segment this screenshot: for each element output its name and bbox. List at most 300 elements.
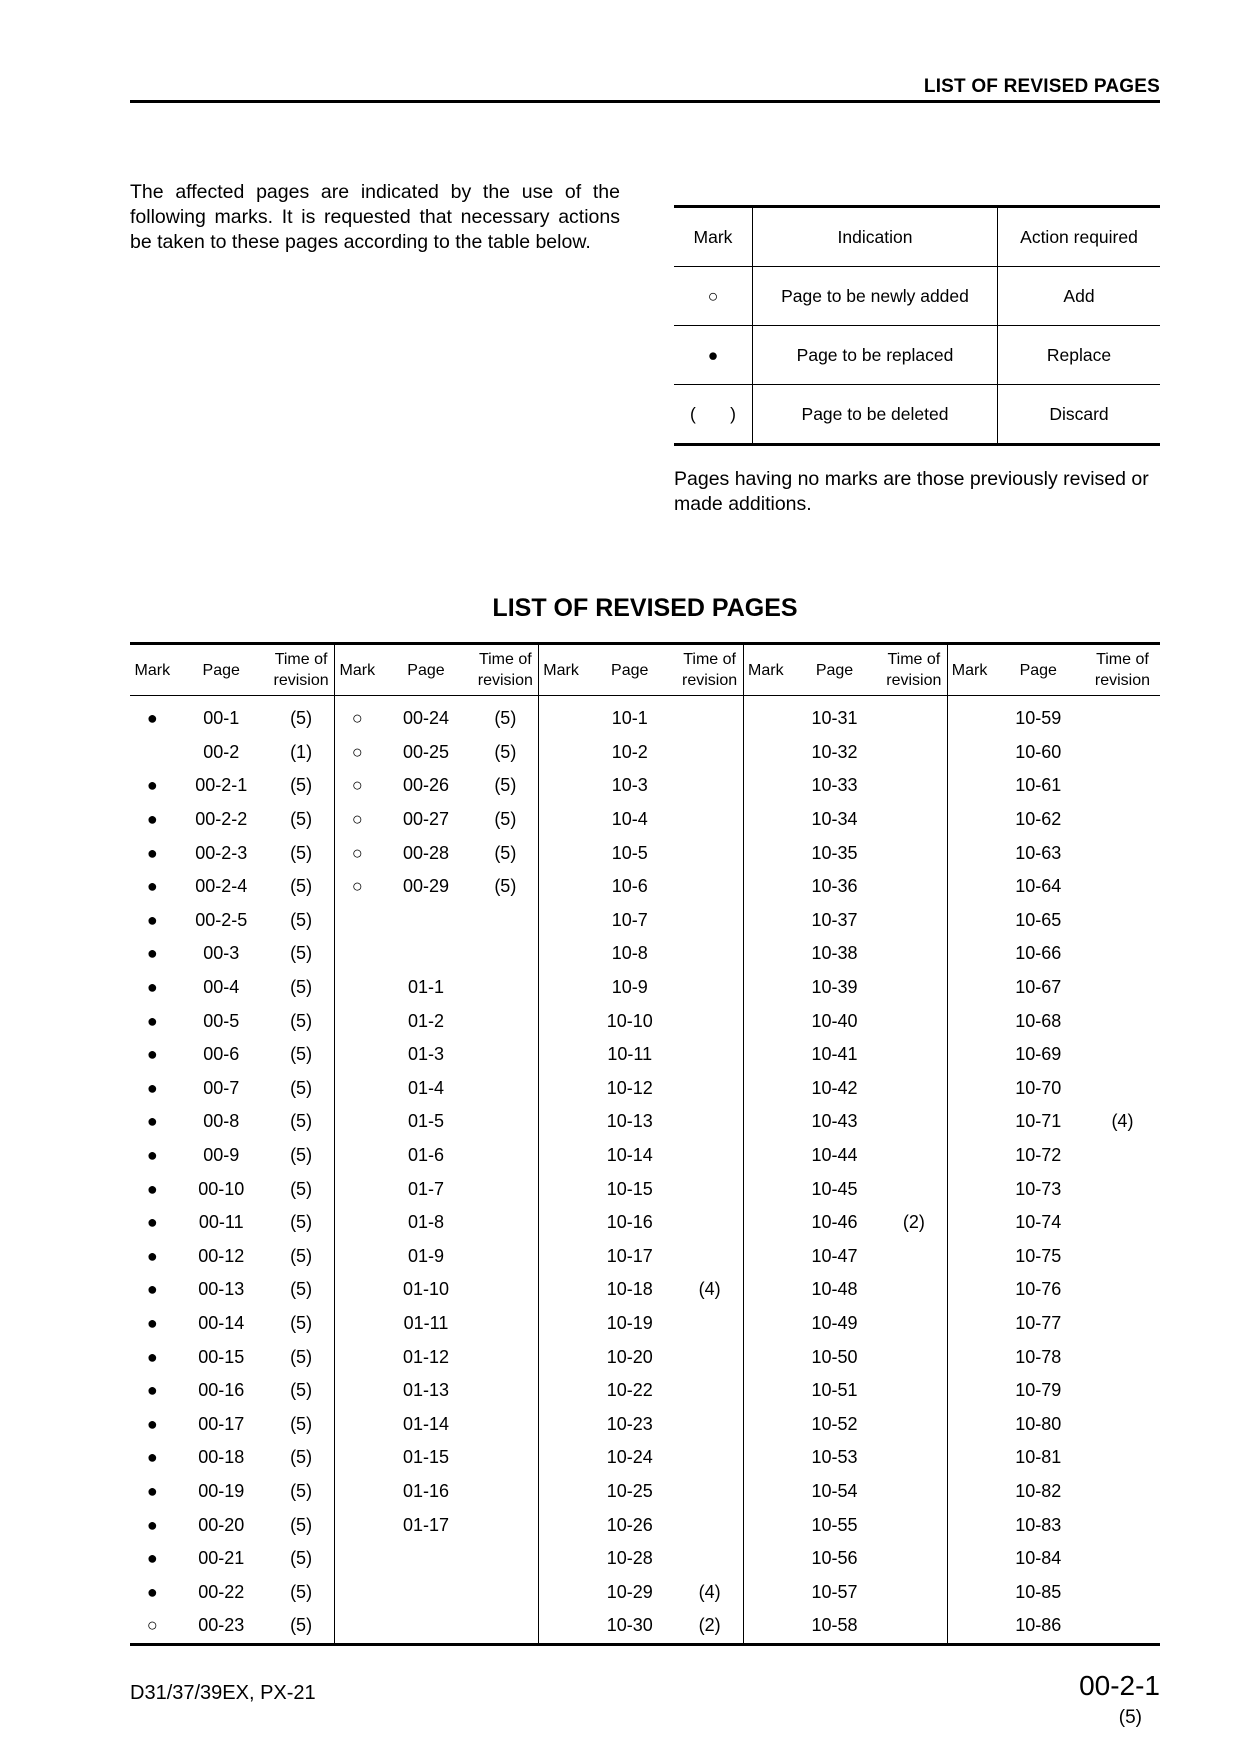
page-cell: 10-58 xyxy=(811,1615,858,1636)
mark-cell xyxy=(335,1004,380,1038)
mark-cell xyxy=(947,870,992,904)
page-cell: 01-6 xyxy=(407,1145,444,1166)
table-row xyxy=(130,1273,1160,1307)
revision-cell xyxy=(1085,1575,1160,1609)
page-cell: 10-23 xyxy=(606,1413,653,1434)
revision-cell xyxy=(881,1273,947,1307)
page-cell: 10-7 xyxy=(611,909,648,930)
revision-cell xyxy=(1085,736,1160,770)
page-cell: 10-55 xyxy=(811,1514,858,1535)
mark-cell xyxy=(947,769,992,803)
page-cell: 00-2-1 xyxy=(195,775,248,796)
revision-cell: (5) xyxy=(494,809,517,830)
page-cell: 10-59 xyxy=(1015,708,1062,729)
footer-model: D31/37/39EX, PX-21 xyxy=(130,1682,316,1704)
mark-cell xyxy=(947,1441,992,1475)
revision-cell xyxy=(881,1542,947,1576)
page-cell: 10-13 xyxy=(606,1111,653,1132)
mark-cell xyxy=(743,1273,788,1307)
header-title: LIST OF REVISED PAGES xyxy=(923,76,1160,97)
revision-cell xyxy=(676,803,743,837)
revision-cell xyxy=(1085,1542,1160,1576)
revision-cell xyxy=(676,1542,743,1576)
page-cell: 10-36 xyxy=(811,876,858,897)
mark-cell xyxy=(335,971,380,1005)
page-cell: 10-16 xyxy=(606,1212,653,1233)
table-row xyxy=(130,1172,1160,1206)
mark-cell xyxy=(539,1105,584,1139)
legend-action: Add xyxy=(1063,285,1095,306)
page-cell: 10-52 xyxy=(811,1413,858,1434)
page-cell: 01-14 xyxy=(402,1413,450,1434)
revision-cell: (5) xyxy=(290,1548,313,1569)
revision-cell xyxy=(1085,870,1160,904)
page-cell: 01-2 xyxy=(407,1010,444,1031)
revision-cell: (5) xyxy=(494,741,517,762)
revision-cell xyxy=(473,1004,539,1038)
header-page: Page xyxy=(1019,661,1057,679)
mark-cell xyxy=(539,1206,584,1240)
table-row xyxy=(130,1340,1160,1374)
mark-cell xyxy=(947,1273,992,1307)
mark-cell xyxy=(335,1475,380,1509)
table-row xyxy=(130,1206,1160,1240)
revision-cell xyxy=(1085,937,1160,971)
header-page: Page xyxy=(407,661,445,679)
revision-cell: (5) xyxy=(290,876,313,897)
legend-indication: Page to be deleted xyxy=(753,385,998,445)
revision-cell: (5) xyxy=(290,1581,313,1602)
revision-cell: (4) xyxy=(698,1581,721,1602)
revision-cell: (5) xyxy=(494,876,517,897)
revision-cell xyxy=(473,1139,539,1173)
filled-circle-icon: ● xyxy=(146,977,158,998)
header-time-line1: Time of xyxy=(274,651,328,668)
table-row xyxy=(130,1609,1160,1644)
revision-cell xyxy=(473,1307,539,1341)
mark-cell xyxy=(743,1609,788,1644)
page-cell: 10-86 xyxy=(1015,1615,1062,1636)
mark-cell xyxy=(335,1240,380,1274)
header-time-line2: revision xyxy=(886,672,942,689)
revision-cell xyxy=(881,937,947,971)
page-cell: 00-21 xyxy=(198,1548,245,1569)
revision-cell: (5) xyxy=(290,1380,313,1401)
page-cell: 01-4 xyxy=(407,1077,444,1098)
page-cell: 10-5 xyxy=(611,842,648,863)
revision-cell xyxy=(473,1575,539,1609)
page-cell: 10-61 xyxy=(1015,775,1062,796)
header-time-line1: Time of xyxy=(1096,651,1149,668)
page-cell: 10-57 xyxy=(811,1581,858,1602)
mark-cell xyxy=(539,1273,584,1307)
page-cell: 10-42 xyxy=(811,1077,858,1098)
revision-cell xyxy=(473,1508,539,1542)
page-cell: 10-77 xyxy=(1015,1312,1062,1333)
page-cell: 10-75 xyxy=(1015,1245,1062,1266)
filled-circle-icon: ● xyxy=(146,1581,158,1602)
page-cell: 10-32 xyxy=(811,741,858,762)
mark-cell xyxy=(743,1038,788,1072)
legend-header-row xyxy=(674,207,1160,267)
revision-cell: (5) xyxy=(290,909,313,930)
filled-circle-icon: ● xyxy=(146,1380,158,1401)
revision-cell: (4) xyxy=(698,1279,721,1300)
table-row xyxy=(130,971,1160,1005)
page-cell: 10-53 xyxy=(811,1447,858,1468)
page-cell: 10-74 xyxy=(1015,1212,1062,1233)
header-mark: Mark xyxy=(539,644,584,696)
mark-cell xyxy=(539,696,584,736)
revision-cell xyxy=(473,1038,539,1072)
mark-cell xyxy=(947,1407,992,1441)
mark-cell xyxy=(743,836,788,870)
mark-cell xyxy=(539,1542,584,1576)
mark-cell xyxy=(947,1072,992,1106)
paren-close: ) xyxy=(730,403,736,424)
page-cell: 00-18 xyxy=(198,1447,245,1468)
mark-cell xyxy=(335,1072,380,1106)
mark-cell xyxy=(947,1206,992,1240)
page-cell: 00-29 xyxy=(402,876,450,897)
page-cell: 10-15 xyxy=(606,1178,653,1199)
page-cell xyxy=(379,1609,472,1644)
filled-circle-icon: ● xyxy=(146,775,158,796)
revision-cell xyxy=(676,971,743,1005)
page-cell: 10-28 xyxy=(606,1548,653,1569)
revision-cell xyxy=(881,1374,947,1408)
revision-cell xyxy=(881,870,947,904)
page-cell: 10-35 xyxy=(811,842,858,863)
header-page: Page xyxy=(202,661,240,679)
revision-cell xyxy=(676,904,743,938)
legend-action: Discard xyxy=(1049,403,1109,424)
page-cell: 10-43 xyxy=(811,1111,858,1132)
filled-circle-icon: ● xyxy=(146,1178,158,1199)
page-cell: 10-14 xyxy=(606,1145,653,1166)
revision-cell xyxy=(1085,1172,1160,1206)
page-cell: 10-4 xyxy=(611,809,648,830)
mark-cell xyxy=(947,1575,992,1609)
revision-cell xyxy=(1085,1340,1160,1374)
page-cell: 10-24 xyxy=(606,1447,653,1468)
page-cell: 10-46 xyxy=(811,1212,858,1233)
table-row xyxy=(130,870,1160,904)
legend-header-action: Action required xyxy=(1020,226,1138,247)
page-cell: 10-39 xyxy=(811,977,858,998)
mark-cell xyxy=(539,1508,584,1542)
page-cell: 00-12 xyxy=(198,1245,245,1266)
revision-cell xyxy=(1085,1240,1160,1274)
table-row xyxy=(130,904,1160,938)
legend-indication: Page to be replaced xyxy=(753,326,998,385)
revision-cell xyxy=(676,836,743,870)
revision-cell: (5) xyxy=(290,1044,313,1065)
revision-cell: (5) xyxy=(290,1111,313,1132)
revision-cell xyxy=(676,769,743,803)
page-cell: 00-2-5 xyxy=(195,909,248,930)
footer-revision: (5) xyxy=(1118,1707,1142,1728)
open-circle-icon: ○ xyxy=(146,1615,158,1636)
mark-cell xyxy=(743,1139,788,1173)
legend-action: Replace xyxy=(1046,344,1112,365)
open-circle-icon: ○ xyxy=(335,803,380,837)
page-cell: 00-2 xyxy=(203,741,240,762)
page-cell: 10-34 xyxy=(811,809,858,830)
revision-cell: (5) xyxy=(290,708,313,729)
page-cell: 00-2-3 xyxy=(195,842,248,863)
revision-cell xyxy=(473,1407,539,1441)
revision-cell xyxy=(881,1038,947,1072)
mark-cell xyxy=(743,1072,788,1106)
revision-cell: (5) xyxy=(290,1077,313,1098)
mark-cell xyxy=(947,1475,992,1509)
mark-cell xyxy=(743,1374,788,1408)
revision-cell xyxy=(676,1105,743,1139)
page-cell: 10-78 xyxy=(1015,1346,1062,1367)
mark-cell xyxy=(539,1072,584,1106)
revision-cell xyxy=(676,736,743,770)
mark-cell xyxy=(743,1004,788,1038)
header-time-line1: Time of xyxy=(887,651,941,668)
table-row xyxy=(130,1407,1160,1441)
table-row xyxy=(130,937,1160,971)
mark-cell xyxy=(743,1508,788,1542)
page-cell: 10-31 xyxy=(811,708,858,729)
page-cell: 01-1 xyxy=(407,977,444,998)
mark-cell xyxy=(743,1340,788,1374)
page-cell: 10-29 xyxy=(606,1581,653,1602)
revision-cell: (5) xyxy=(290,1245,313,1266)
table-row xyxy=(130,1072,1160,1106)
revision-cell xyxy=(1085,1004,1160,1038)
revision-cell: (5) xyxy=(290,1212,313,1233)
page-cell: 00-5 xyxy=(203,1010,240,1031)
mark-cell xyxy=(335,1374,380,1408)
header-mark: Mark xyxy=(947,644,992,696)
revision-cell xyxy=(1085,1441,1160,1475)
revision-cell xyxy=(676,937,743,971)
revision-cell xyxy=(881,1105,947,1139)
intro-text: The affected pages are indicated by the use of the following marks. It is requested that necessary actions be taken to these pages according to the table below. xyxy=(130,181,620,253)
revision-cell xyxy=(676,1374,743,1408)
revision-cell xyxy=(1085,1072,1160,1106)
header-mark: Mark xyxy=(335,644,380,696)
mark-cell xyxy=(335,937,380,971)
revision-cell xyxy=(881,1240,947,1274)
page-cell: 01-17 xyxy=(402,1514,450,1535)
revision-cell xyxy=(676,1475,743,1509)
mark-cell xyxy=(539,1575,584,1609)
revision-cell xyxy=(473,1072,539,1106)
page-cell: 10-3 xyxy=(611,775,648,796)
mark-cell xyxy=(947,904,992,938)
mark-cell xyxy=(335,1038,380,1072)
revision-cell xyxy=(881,736,947,770)
header-time-of-revision xyxy=(676,644,743,696)
mark-cell xyxy=(743,1105,788,1139)
revision-cell xyxy=(1085,696,1160,736)
page-cell: 10-68 xyxy=(1015,1010,1062,1031)
revision-cell xyxy=(473,1542,539,1576)
page-cell: 10-1 xyxy=(611,708,648,729)
table-row xyxy=(130,769,1160,803)
revision-cell xyxy=(676,1407,743,1441)
mark-cell xyxy=(335,1172,380,1206)
table-header-row xyxy=(130,644,1160,696)
revision-cell: (5) xyxy=(290,1346,313,1367)
page-cell: 10-51 xyxy=(811,1380,858,1401)
revision-cell xyxy=(473,1105,539,1139)
mark-cell xyxy=(335,1273,380,1307)
page-cell: 10-64 xyxy=(1015,876,1062,897)
revision-cell xyxy=(473,1609,539,1644)
page-cell: 10-73 xyxy=(1015,1178,1062,1199)
header-time-line1: Time of xyxy=(683,651,736,668)
revision-cell xyxy=(881,1172,947,1206)
page-cell: 10-56 xyxy=(811,1548,858,1569)
page-cell: 00-27 xyxy=(402,809,450,830)
filled-circle-icon: ● xyxy=(146,1111,158,1132)
mark-cell xyxy=(539,1038,584,1072)
revision-cell xyxy=(881,1475,947,1509)
footer-page-number: 00-2-1 xyxy=(1079,1670,1160,1701)
page-cell: 00-17 xyxy=(198,1413,245,1434)
revision-cell xyxy=(1085,1475,1160,1509)
mark-cell xyxy=(539,971,584,1005)
revision-cell xyxy=(1085,803,1160,837)
mark-cell xyxy=(947,696,992,736)
table-row xyxy=(130,1139,1160,1173)
mark-cell xyxy=(335,1139,380,1173)
mark-cell xyxy=(947,836,992,870)
revision-cell xyxy=(881,1407,947,1441)
page-cell: 10-41 xyxy=(811,1044,858,1065)
page-cell: 00-25 xyxy=(402,741,450,762)
revision-cell: (1) xyxy=(290,741,313,762)
revision-cell xyxy=(1085,1038,1160,1072)
filled-circle-icon: ● xyxy=(146,1514,158,1535)
table-row xyxy=(130,1508,1160,1542)
revision-cell: (5) xyxy=(290,1178,313,1199)
revision-cell: (5) xyxy=(290,1615,313,1636)
filled-circle-icon: ● xyxy=(146,909,158,930)
page-cell xyxy=(379,904,472,938)
revision-cell xyxy=(1085,1374,1160,1408)
mark-cell xyxy=(743,1575,788,1609)
page-cell: 00-15 xyxy=(198,1346,245,1367)
page-cell: 01-12 xyxy=(402,1346,450,1367)
page-cell: 00-2-4 xyxy=(195,876,248,897)
revision-cell xyxy=(1085,836,1160,870)
revision-cell: (5) xyxy=(290,1480,313,1501)
filled-circle-icon: ● xyxy=(146,1413,158,1434)
page-cell: 10-49 xyxy=(811,1312,858,1333)
mark-cell xyxy=(947,937,992,971)
filled-circle-icon: ● xyxy=(146,1312,158,1333)
revision-cell xyxy=(1085,904,1160,938)
page-cell: 00-14 xyxy=(198,1312,245,1333)
page-cell: 00-9 xyxy=(203,1145,240,1166)
revision-cell xyxy=(676,1307,743,1341)
mark-cell xyxy=(335,1206,380,1240)
mark-cell xyxy=(539,836,584,870)
mark-cell xyxy=(335,1575,380,1609)
revision-cell xyxy=(473,971,539,1005)
mark-cell xyxy=(539,769,584,803)
revised-pages-table xyxy=(130,642,1160,1646)
page-cell: 01-16 xyxy=(402,1480,450,1501)
revision-cell: (5) xyxy=(290,842,313,863)
revision-cell: (4) xyxy=(1111,1111,1134,1132)
mark-cell xyxy=(743,971,788,1005)
mark-cell xyxy=(539,1407,584,1441)
legend-header-indication: Indication xyxy=(753,207,998,267)
page-cell: 00-8 xyxy=(203,1111,240,1132)
table-row xyxy=(130,1441,1160,1475)
page-cell: 01-3 xyxy=(407,1044,444,1065)
page-cell: 10-83 xyxy=(1015,1514,1062,1535)
revision-cell xyxy=(1085,1508,1160,1542)
revision-cell xyxy=(676,1240,743,1274)
header-mark: Mark xyxy=(743,644,788,696)
filled-circle-icon: ● xyxy=(146,1346,158,1367)
mark-cell xyxy=(947,1004,992,1038)
mark-cell xyxy=(539,1475,584,1509)
revision-cell xyxy=(881,1609,947,1644)
open-circle-icon: ○ xyxy=(335,769,380,803)
revision-cell: (5) xyxy=(290,1413,313,1434)
page-cell: 00-7 xyxy=(203,1077,240,1098)
note-text: Pages having no marks are those previously revised or made additions. xyxy=(674,468,1149,515)
revision-cell xyxy=(1085,971,1160,1005)
filled-circle-icon: ● xyxy=(146,1077,158,1098)
mark-cell xyxy=(947,1172,992,1206)
revision-cell xyxy=(881,1508,947,1542)
page-cell: 10-19 xyxy=(606,1312,653,1333)
mark-cell xyxy=(743,803,788,837)
mark-cell xyxy=(947,1374,992,1408)
open-circle-icon: ○ xyxy=(335,696,380,736)
filled-circle-icon: ● xyxy=(146,876,158,897)
page-cell: 10-72 xyxy=(1015,1145,1062,1166)
revision-cell: (5) xyxy=(494,775,517,796)
revision-cell xyxy=(676,696,743,736)
revision-cell xyxy=(1085,1206,1160,1240)
page-cell: 10-84 xyxy=(1015,1548,1062,1569)
header-time-of-revision xyxy=(1085,644,1160,696)
header-time-line2: revision xyxy=(477,672,533,689)
page-cell: 10-12 xyxy=(606,1077,653,1098)
page-cell: 10-17 xyxy=(606,1245,653,1266)
revision-cell xyxy=(676,1038,743,1072)
page-cell: 10-79 xyxy=(1015,1380,1062,1401)
mark-cell xyxy=(743,1441,788,1475)
page-cell xyxy=(379,1575,472,1609)
revision-cell xyxy=(676,1508,743,1542)
revision-cell xyxy=(473,1206,539,1240)
page-cell: 10-22 xyxy=(606,1380,653,1401)
page-cell: 10-66 xyxy=(1015,943,1062,964)
page-cell: 01-5 xyxy=(407,1111,444,1132)
page-cell: 10-62 xyxy=(1015,809,1062,830)
mark-cell xyxy=(743,1407,788,1441)
filled-circle-icon: ● xyxy=(146,809,158,830)
page-cell: 01-10 xyxy=(402,1279,450,1300)
page-cell: 10-67 xyxy=(1015,977,1062,998)
page-cell: 01-8 xyxy=(407,1212,444,1233)
revision-cell xyxy=(881,1340,947,1374)
